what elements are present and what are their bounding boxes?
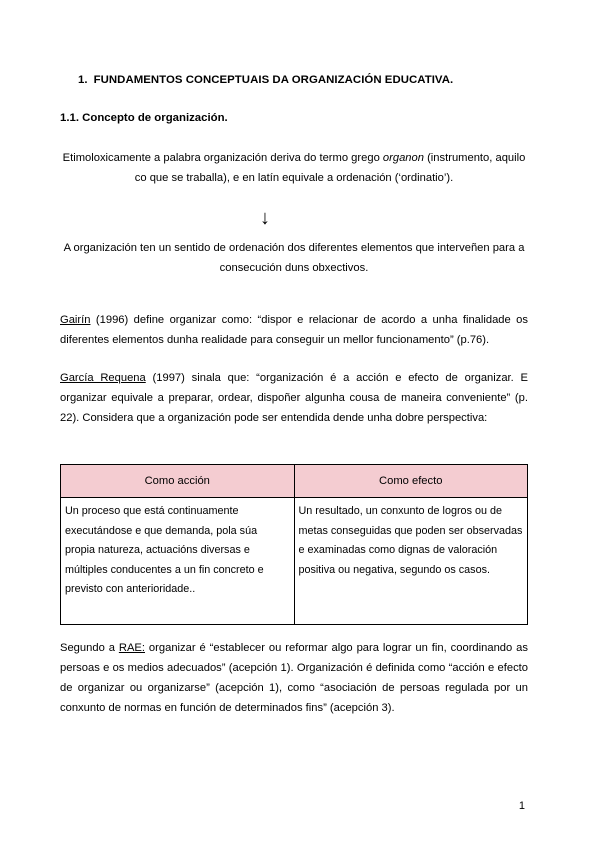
cell-efecto: Un resultado, un conxunto de logros ou de metas conseguidas que poden ser observadas e examinadas como dignas de valoración positiva ou negativa, segundo os casos.: [294, 498, 528, 625]
etymology-term: organon: [382, 152, 424, 164]
rae-source: RAE:: [118, 642, 145, 654]
definition-paragraph: [50, 238, 538, 278]
gairin-author: Gairín: [60, 314, 91, 326]
definition-line-2: consecución duns obxectivos.: [219, 262, 369, 274]
rae-paragraph: Segundo a RAE: organizar é “establecer ou reformar algo para lograr un fin, coordinando as persoas e os medios adecuados” (acepción 1). Organización é definida como “acción e efecto de organizar ou organizarse” (acepción 1), como “asociación de persoas regulada por un conxunto de normas en función de determinados fins” (acepción 3).: [60, 642, 528, 714]
table-header-row: [61, 465, 528, 498]
section-heading: [78, 74, 453, 86]
rae-text: organizar é “establecer ou reformar algo para lograr un fin, coordinando as persoas e os medios adecuados” (acepción 1). Organización é definida como “acción e efecto de organizar ou organizarse” (acepción 1), como “asociación de persoas regulada por un conxunto de normas en función de determinados fins” (acepción 3).: [60, 642, 528, 714]
section-title: FUNDAMENTOS CONCEPTUAIS DA ORGANIZACIÓN EDUCATIVA.: [93, 74, 454, 86]
garcia-paragraph: [60, 368, 528, 428]
garcia-text: (1997) sinala que: “organización é a acción e efecto de organizar. E organizar equivale a preparar, ordear, dispoñer algunha cousa de maneira conveniente” (p. 22). Considera que a organización pode ser entendida dende unha dobre perspectiva:: [60, 372, 529, 424]
gairin-paragraph: [60, 310, 528, 350]
header-como-accion: Como acción: [61, 465, 295, 498]
header-como-efecto: Como efecto: [294, 465, 528, 498]
subsection-heading: 1.1. Concepto de organización.: [60, 112, 228, 124]
gairin-text: (1996) define organizar como: “dispor e relacionar de acordo a unha finalidade os diferentes elementos dunha realidade para conseguir un mellor funcionamento” (p.76).: [60, 314, 528, 346]
perspective-table: [60, 464, 528, 625]
etymology-line-2: co que se traballa), e en latín equivale a ordenación (‘ordinatio’).: [134, 172, 454, 184]
section-number: 1.: [78, 74, 88, 86]
definition-line-1: A organización ten un sentido de ordenación dos diferentes elementos que interveñen para a: [63, 242, 525, 254]
page-number: 1: [518, 800, 525, 812]
garcia-author: García Requena: [60, 372, 146, 384]
cell-accion: Un proceso que está continuamente executándose e que demanda, pola súa propia natureza, actuacións diversas e múltiples conducentes a un fin concreto e previsto con anterioridade..: [61, 498, 295, 625]
down-arrow-icon: ↓: [260, 207, 270, 229]
etymology-line-1: Etimoloxicamente a palabra organización deriva do termo grego organon (instrumento, aquilo: [62, 152, 526, 164]
table-row: [61, 498, 528, 625]
etymology-paragraph: [60, 148, 528, 188]
